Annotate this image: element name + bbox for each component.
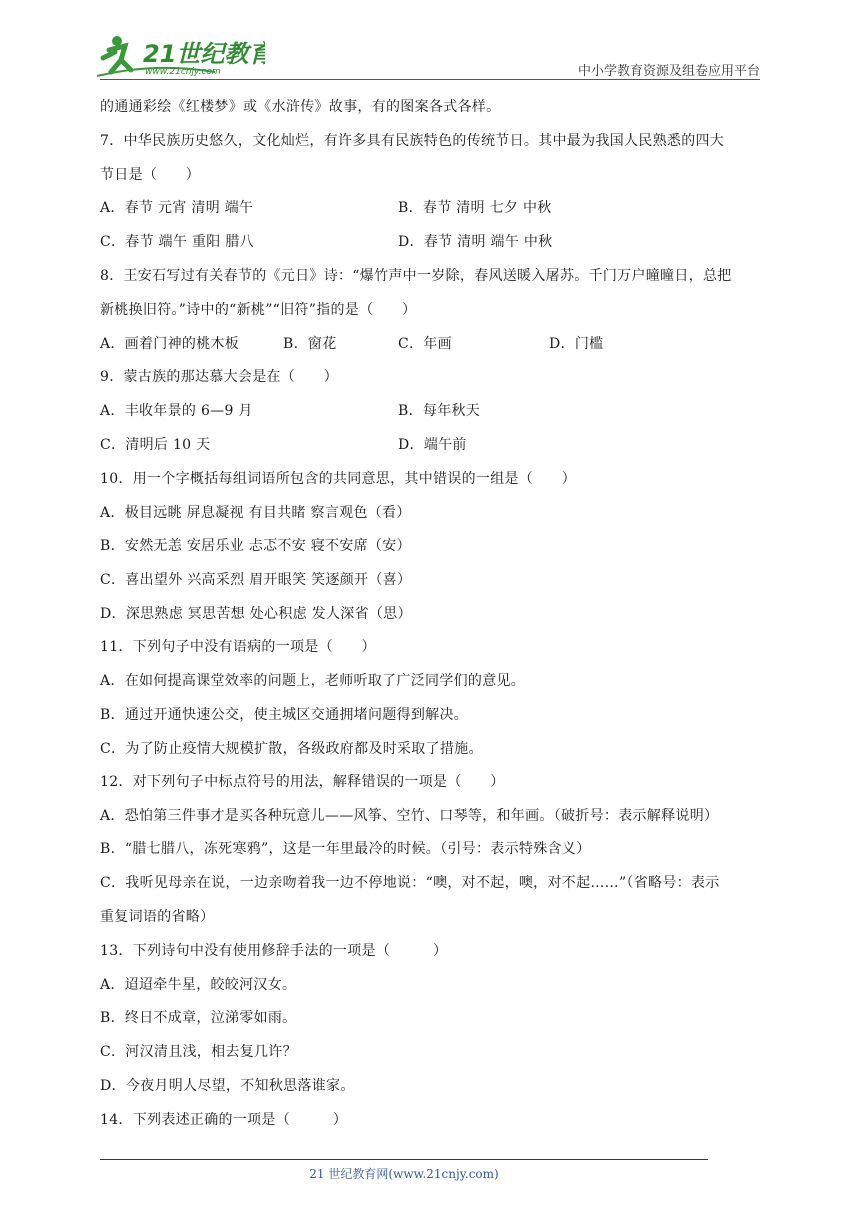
option-item: D．春节 清明 端午 中秋 (398, 234, 553, 250)
option-item: A．春节 元宵 清明 端午 (100, 200, 254, 216)
option-item: C．清明后 10 天 (100, 437, 211, 453)
text-line: D．深思熟虑 冥思苦想 处心积虑 发人深省（思） (100, 606, 412, 622)
logo-text: 21世纪教育 (143, 40, 265, 68)
text-line: 10．用一个字概括每组词语所包含的共同意思，其中错误的一组是（ ） (100, 471, 577, 487)
text-line: 8．王安石写过有关春节的《元日》诗：“爆竹声中一岁除，春风送暖入屠苏。千门万户曈曈日，总把 (100, 268, 732, 284)
option-item: B．每年秋天 (398, 403, 481, 419)
option-item: A．丰收年景的 6—9 月 (100, 403, 253, 419)
footer-text: 21 世纪教育网(www.21cnjy.com) (309, 1167, 499, 1181)
text-line: C．为了防止疫情大规模扩散，各级政府都及时采取了措施。 (100, 741, 483, 757)
text-line: C．河汉清且浅，相去复几许？ (100, 1044, 297, 1060)
text-line: 9．蒙古族的那达慕大会是在（ ） (100, 369, 339, 385)
text-line: C．喜出望外 兴高采烈 眉开眼笑 笑逐颜开（喜） (100, 572, 412, 588)
text-line: 重复词语的省略） (100, 909, 215, 925)
option-item: B．春节 清明 七夕 中秋 (398, 200, 552, 216)
text-line: B．“腊七腊八，冻死寒鸦”，这是一年里最冷的时候。（引号：表示特殊含义） (100, 841, 591, 857)
text-line: A．恐怕第三件事才是买各种玩意儿——风筝、空竹、口琴等，和年画。（破折号：表示解释说明） (100, 808, 719, 824)
option-item: B．窗花 (283, 336, 337, 352)
text-line: C．我听见母亲在说，一边亲吻着我一边不停地说：“噢，对不起，噢，对不起……”（省略号：表示 (100, 875, 720, 891)
page-header (0, 0, 860, 80)
option-item: C．年画 (398, 336, 452, 352)
text-line: 14．下列表述正确的一项是（ ） (100, 1112, 348, 1128)
text-line: A．极目远眺 屏息凝视 有目共睹 察言观色（看） (100, 505, 411, 521)
text-line: 7．中华民族历史悠久，文化灿烂，有许多具有民族特色的传统节日。其中最为我国人民熟悉的四大 (100, 133, 725, 149)
text-line: B．终日不成章，泣涕零如雨。 (100, 1010, 297, 1026)
option-item: A．画着门神的桃木板 (100, 336, 240, 352)
text-line: A．迢迢牵牛星，皎皎河汉女。 (100, 977, 297, 993)
text-line: 的通通彩绘《红楼梦》或《水浒传》故事，有的图案各式各样。 (100, 99, 501, 115)
logo-url: www.21cnjy.com (145, 67, 221, 77)
text-line: D．今夜月明人尽望，不知秋思落谁家。 (100, 1078, 355, 1094)
platform-title: 中小学教育资源及组卷应用平台 (577, 64, 760, 79)
site-logo (95, 32, 265, 80)
text-line: B．安然无恙 安居乐业 忐忑不安 寝不安席（安） (100, 538, 411, 554)
text-line: 节日是（ ） (100, 167, 201, 183)
text-line: 新桃换旧符。”诗中的“新桃”“旧符”指的是（ ） (100, 302, 417, 318)
option-item: C．春节 端午 重阳 腊八 (100, 234, 254, 250)
option-item: D．端午前 (398, 437, 467, 453)
text-line: 12．对下列句子中标点符号的用法，解释错误的一项是（ ） (100, 774, 505, 790)
text-line: 13．下列诗句中没有使用修辞手法的一项是（ ） (100, 943, 448, 959)
text-line: 11．下列句子中没有语病的一项是（ ） (100, 639, 376, 655)
header-divider (100, 79, 760, 80)
text-line: B．通过开通快速公交，使主城区交通拥堵问题得到解决。 (100, 707, 469, 723)
text-line: A．在如何提高课堂效率的问题上，老师听取了广泛同学们的意见。 (100, 673, 526, 689)
runner-logo-icon (95, 32, 265, 80)
option-item: D．门槛 (549, 336, 604, 352)
footer-divider (100, 1159, 708, 1160)
